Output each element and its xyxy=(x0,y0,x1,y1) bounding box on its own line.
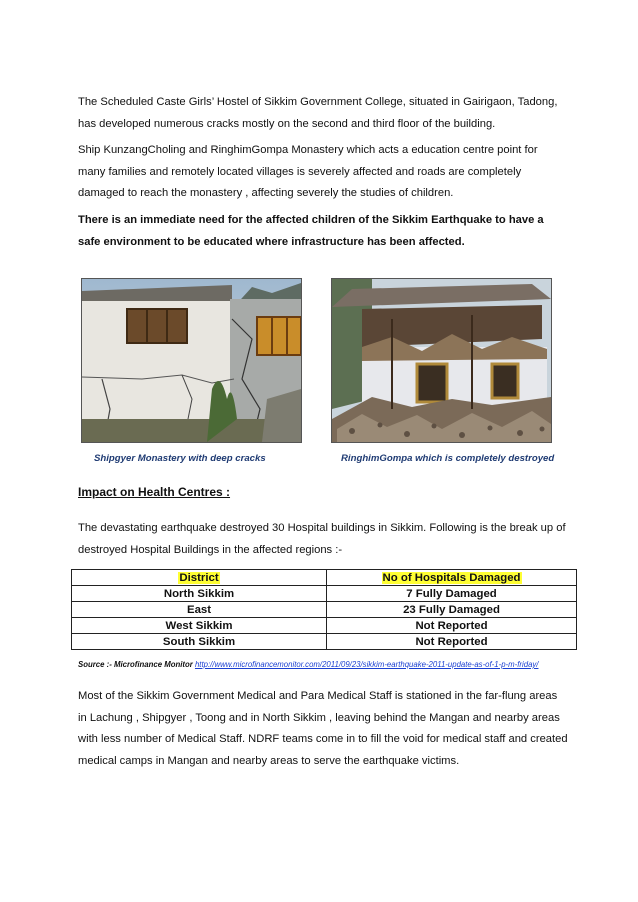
table-header-cell: No of Hospitals Damaged xyxy=(327,570,577,586)
table-header-row xyxy=(72,570,577,586)
damage-cell: 7 Fully Damaged xyxy=(327,586,577,602)
health-heading: Impact on Health Centres : xyxy=(78,485,231,499)
district-cell: West Sikkim xyxy=(72,618,327,634)
table-row xyxy=(72,618,577,634)
source-label: Source :- Microfinance Monitor xyxy=(78,660,193,669)
health-intro-paragraph: The devastating earthquake destroyed 30 Hospital buildings in Sikkim. Following is the break up of destroyed Hospital Buildings in the affected regions :- xyxy=(78,522,566,556)
hostel-paragraph: The Scheduled Caste Girls’ Hostel of Sikkim Government College, situated in Gairigaon, Tadong, has developed numerous cracks mostly on the second and third floor of the building. xyxy=(78,96,558,130)
ringhimgompa-photo xyxy=(331,278,552,443)
district-cell: North Sikkim xyxy=(72,586,327,602)
right-photo-caption: RinghimGompa which is completely destroyed xyxy=(341,453,555,464)
source-link[interactable]: http://www.microfinancemonitor.com/2011/09/23/sikkim-earthquake-2011-update-as-of-1-p-m-friday/ xyxy=(194,660,539,669)
monastery-paragraph: Ship KunzangCholing and RinghimGompa Monastery which acts a education centre point for many families and remotely located villages is severely affected and roads are completely damaged to reach the monastery , affecting severely the studies of children. xyxy=(78,144,538,199)
need-paragraph: There is an immediate need for the affected children of the Sikkim Earthquake to have a safe environment to be educated where infrastructure has been affected. xyxy=(78,214,544,248)
medical-staff-paragraph: Most of the Sikkim Government Medical and Para Medical Staff is stationed in the far-flung areas in Lachung , Shipgyer , Toong and in North Sikkim , leaving behind the Mangan and nearby areas with less number of Medical Staff. NDRF teams come in to fill the void for medical staff and created medical camps in Mangan and nearby areas to serve the earthquake victims. xyxy=(78,690,568,767)
shipgyer-monastery-photo xyxy=(81,278,302,443)
district-cell: South Sikkim xyxy=(72,634,327,650)
damage-cell: Not Reported xyxy=(327,634,577,650)
damage-cell: Not Reported xyxy=(327,618,577,634)
damage-cell: 23 Fully Damaged xyxy=(327,602,577,618)
table-row xyxy=(72,602,577,618)
table-header-cell: District xyxy=(72,570,327,586)
district-cell: East xyxy=(72,602,327,618)
source-note xyxy=(78,660,538,669)
table-row xyxy=(72,586,577,602)
left-photo-caption: Shipgyer Monastery with deep cracks xyxy=(94,453,266,464)
table-row xyxy=(72,634,577,650)
hospitals-table xyxy=(71,569,577,650)
